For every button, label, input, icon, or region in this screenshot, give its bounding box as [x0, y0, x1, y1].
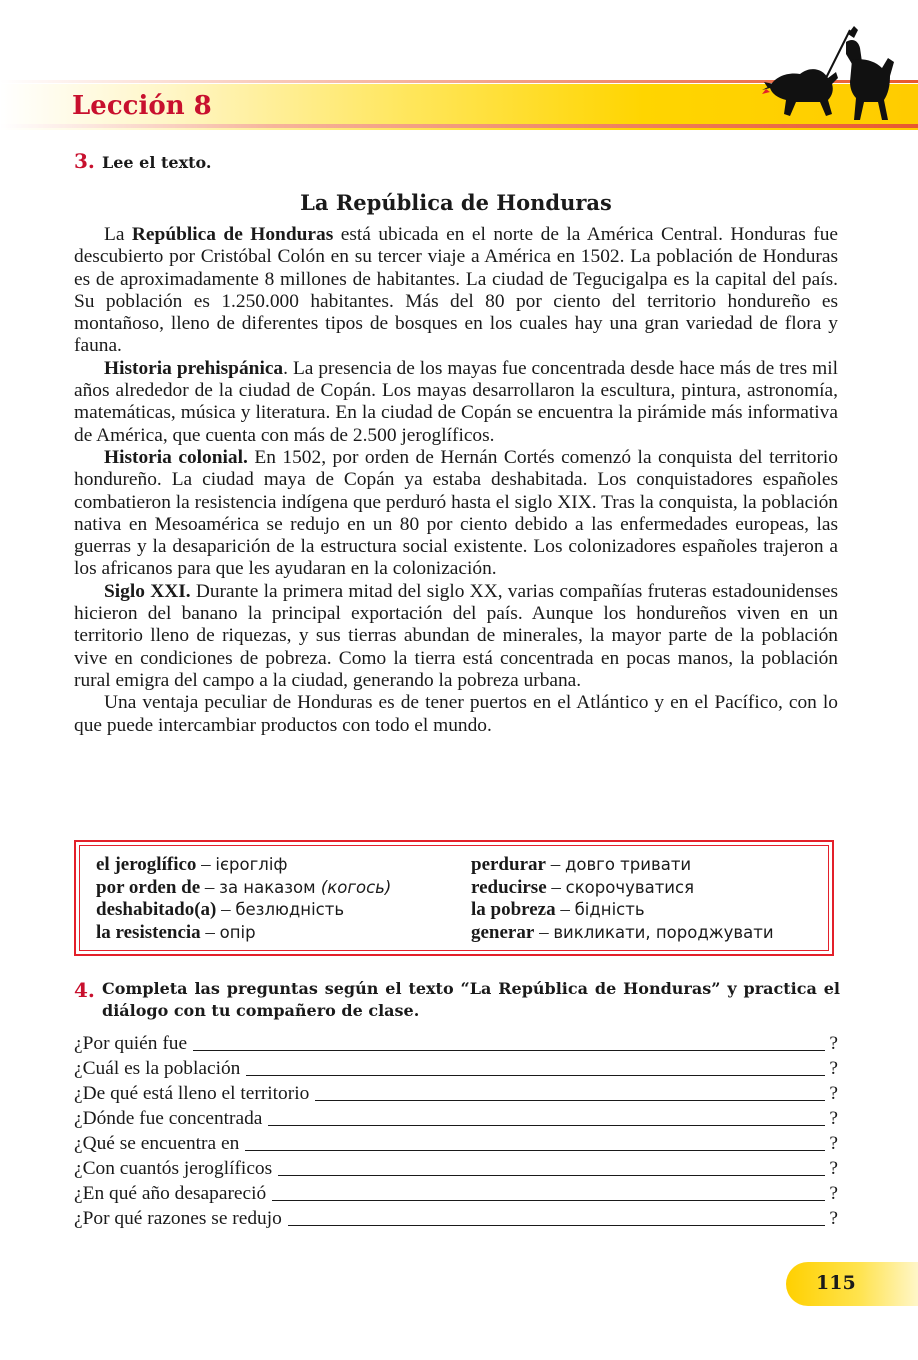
answer-blank[interactable]	[246, 1075, 825, 1076]
vocab-translation: довго тривати	[564, 855, 692, 874]
vocabulary-item	[471, 877, 831, 900]
vocab-translation: безлюдність	[235, 900, 345, 919]
question-row	[74, 1080, 838, 1105]
vocabulary-item	[96, 854, 466, 877]
answer-blank[interactable]	[245, 1150, 825, 1151]
question-mark: ?	[829, 1033, 838, 1054]
answer-blank[interactable]	[278, 1175, 825, 1176]
paragraph	[74, 447, 838, 581]
reading-text	[74, 224, 838, 737]
paragraph-body: En 1502, por orden de Hernán Cortés comenzó la conquista del territorio hondureño. La ciudad maya de Copán ya estaba deshabitada. Los conquistadores españoles combatieron la resistencia indígena que perduró hasta el siglo XIX. Tras la conquista, la población nativa en Mesoamérica se redujo en un 80 por ciento debido a las enfermedades europeas, las guerras y la desaparición de la estructura social existente. Los colonizadores españoles trajeron a los africanos para que les ayudaran en la colonización.	[74, 446, 838, 580]
question-mark: ?	[829, 1058, 838, 1079]
answer-blank[interactable]	[272, 1200, 825, 1201]
task-instruction: Completa las preguntas según el texto “La República de Honduras” y practica el diálogo con tu compañero de clase.	[102, 979, 840, 1020]
vocab-translation: ієрогліф	[215, 855, 288, 874]
question-text: ¿Con cuantós jeroglíficos	[74, 1158, 273, 1179]
vocab-term: la pobreza	[471, 899, 556, 920]
vocab-translation: викликати, породжувати	[553, 922, 774, 942]
paragraph	[74, 692, 838, 737]
task-number: 4.	[74, 978, 95, 1002]
paragraph-lead: La	[104, 224, 132, 245]
vocab-sep: –	[200, 921, 220, 943]
question-text: ¿Por quién fue	[74, 1033, 188, 1054]
vocab-term: reducirse	[471, 876, 547, 898]
section-heading: Historia colonial.	[104, 446, 248, 468]
question-text: ¿Por qué razones se redujo	[74, 1208, 282, 1229]
vocabulary-column-left	[96, 854, 466, 944]
answer-blank[interactable]	[315, 1100, 825, 1101]
answer-blank[interactable]	[193, 1050, 825, 1051]
question-mark: ?	[829, 1083, 838, 1104]
task-3	[74, 150, 211, 174]
paragraph	[74, 224, 838, 358]
lesson-title: Lección 8	[72, 91, 212, 121]
vocab-term: el jeroglífico	[96, 854, 197, 875]
vocab-sep: –	[555, 899, 575, 920]
bullfighter-illustration-icon	[760, 20, 918, 130]
task-number: 3.	[74, 149, 95, 173]
vocab-sep: –	[196, 854, 216, 875]
paragraph	[74, 581, 838, 692]
vocab-sep: –	[200, 876, 220, 898]
section-heading: Historia prehispánica	[104, 357, 284, 379]
paragraph-body: está ubicada en el norte de la América Central. Honduras fue descubierto por Cristóbal Colón en su tercer viaje a América en 1502. La población de Honduras es de aproximadamente 8 millones de habitantes. La ciudad de Tegucigalpa es la capital del país. Su población es 1.250.000 habitantes. Más del 80 por ciento del territorio hondureño es montañoso, lleno de diferentes tipos de bosques en los cuales hay una gran variedad de flora y fauna.	[74, 224, 838, 357]
vocab-translation: скорочуватися	[565, 877, 695, 897]
vocabulary-item	[471, 899, 831, 922]
vocab-sep: –	[545, 854, 565, 875]
vocabulary-item	[96, 922, 466, 945]
vocab-sep: –	[534, 921, 554, 943]
question-row	[74, 1030, 838, 1055]
paragraph-body: Durante la primera mitad del siglo XX, varias compañías fruteras estadounidenses hicieron del banano la principal exportación del país. Aunque los hondureños viven en un territorio lleno de riquezas, y sus tierras abundan de minerales, la mayor parte de la población vive en condiciones de pobreza. Como la tierra está concentrada en pocas manos, la población rural emigra del campo a la ciudad, generando la pobreza urbana.	[74, 580, 838, 691]
question-text: ¿Cuál es la población	[74, 1058, 241, 1079]
section-heading: Siglo XXI.	[104, 580, 191, 602]
paragraph	[74, 358, 838, 447]
question-mark: ?	[829, 1133, 838, 1154]
question-row	[74, 1205, 838, 1230]
vocab-translation: опір	[219, 922, 256, 942]
vocab-term: la resistencia	[96, 921, 201, 943]
question-row	[74, 1055, 838, 1080]
question-row	[74, 1105, 838, 1130]
vocabulary-item	[471, 854, 831, 877]
page-number: 115	[816, 1272, 856, 1294]
question-row	[74, 1180, 838, 1205]
question-mark: ?	[829, 1158, 838, 1179]
vocab-sep: –	[546, 876, 566, 898]
vocab-term: generar	[471, 921, 535, 943]
question-mark: ?	[829, 1183, 838, 1204]
vocabulary-column-right	[471, 854, 831, 944]
question-mark: ?	[829, 1208, 838, 1229]
answer-blank[interactable]	[268, 1125, 825, 1126]
vocabulary-box	[74, 840, 834, 956]
vocab-term: por orden de	[96, 876, 201, 898]
paragraph-body: Una ventaja peculiar de Honduras es de tener puertos en el Atlántico y en el Pacífico, con lo que puede intercambiar productos con todo el mundo.	[74, 692, 838, 736]
bold-term: República de Honduras	[131, 224, 334, 245]
vocabulary-item	[96, 899, 466, 922]
vocab-term: deshabitado(a)	[96, 899, 217, 920]
vocabulary-item	[96, 877, 466, 900]
vocab-note: (когось)	[320, 877, 392, 897]
vocab-translation: бідність	[574, 900, 645, 919]
question-list	[74, 1030, 838, 1230]
vocab-sep: –	[216, 899, 236, 920]
question-text: ¿De qué está lleno el territorio	[74, 1083, 310, 1104]
question-text: ¿En qué año desapareció	[74, 1183, 267, 1204]
question-row	[74, 1130, 838, 1155]
task-instruction: Lee el texto.	[102, 153, 212, 172]
question-text: ¿Dónde fue concentrada	[74, 1108, 263, 1129]
vocabulary-item	[471, 922, 831, 945]
vocab-translation: за наказом	[219, 877, 321, 897]
question-mark: ?	[829, 1108, 838, 1129]
question-row	[74, 1155, 838, 1180]
paragraph-body: . La presencia de los mayas fue concentrada desde hace más de tres mil años alrededor de la ciudad de Copán. Los mayas desarrollaron la escultura, pintura, astronomía, matemáticas, música y literatura. En la ciudad de Copán se encuentra la pirámide más informativa de América, que cuenta con más de 2.500 jeroglíficos.	[74, 357, 838, 446]
question-text: ¿Qué se encuentra en	[74, 1133, 240, 1154]
answer-blank[interactable]	[288, 1225, 826, 1226]
reading-title: La República de Honduras	[300, 190, 612, 215]
vocab-term: perdurar	[471, 854, 546, 875]
